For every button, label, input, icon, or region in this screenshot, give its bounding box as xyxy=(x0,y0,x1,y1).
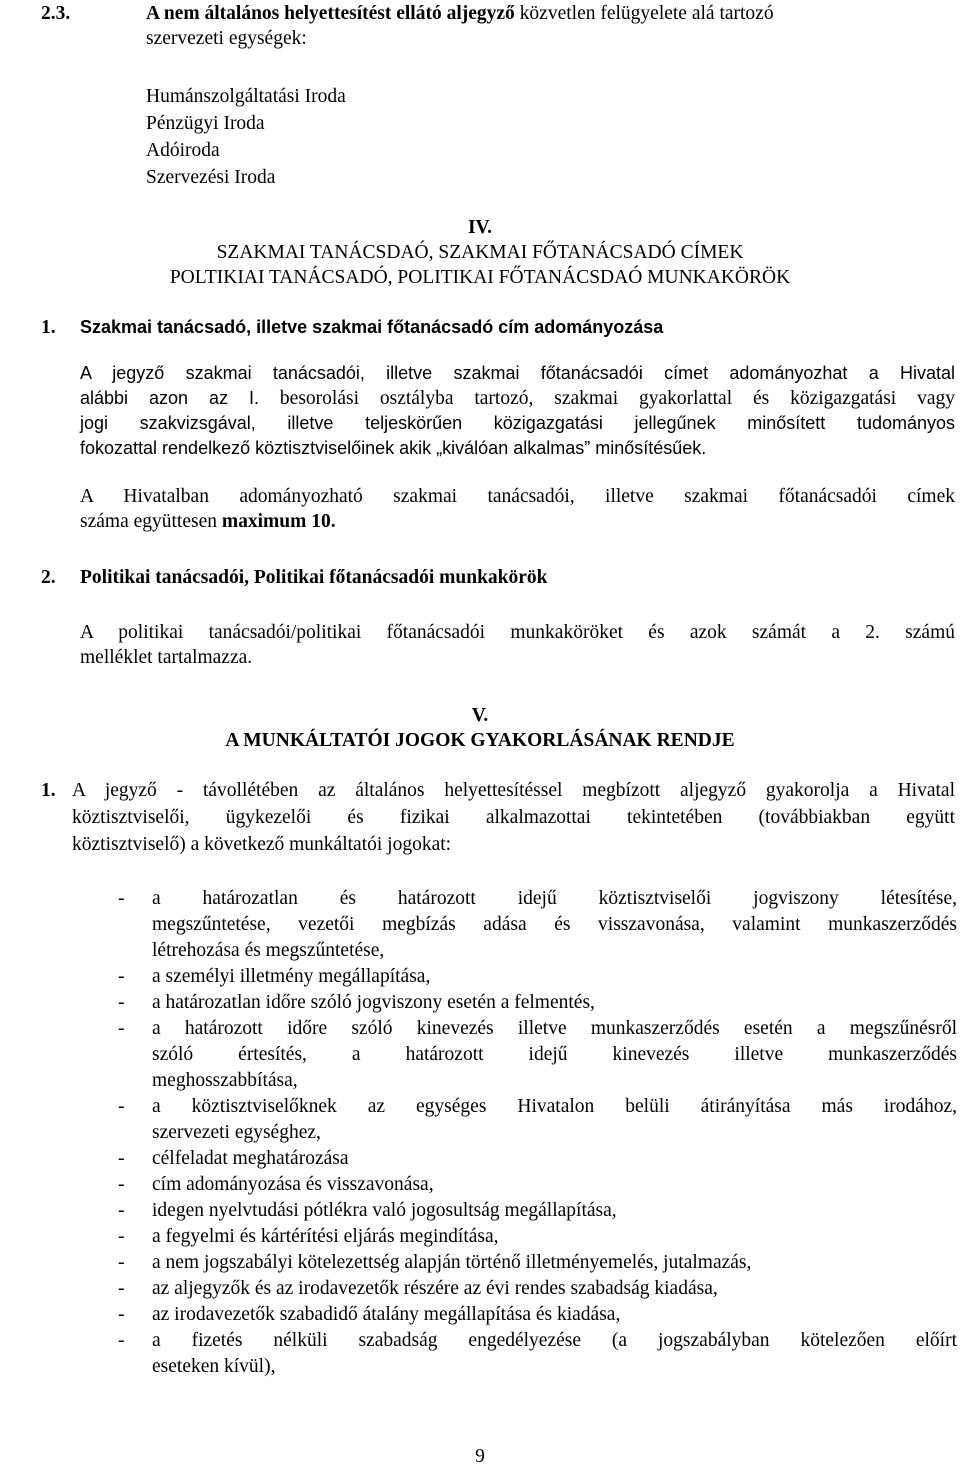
iv-sec1-para2-bold: maximum 10. xyxy=(221,511,336,532)
v-sec1-intro-line2: köztisztviselői, ügykezelői és fizikai alkalmazottai tekintetében (továbbiakban együtt xyxy=(72,807,955,828)
section-2-3-heading-bold: A nem általános helyettesítést ellátó aljegyző xyxy=(146,3,515,24)
list-bullet: - xyxy=(118,1096,125,1117)
iv-sec2-para-line2: melléklet tartalmazza. xyxy=(80,647,253,668)
list-item-line: eseteken kívül), xyxy=(152,1356,276,1377)
iv-sec1-para2-plain: száma együttesen xyxy=(80,511,222,532)
list-bullet: - xyxy=(118,1226,125,1247)
list-item-line: az aljegyzők és az irodavezetők részére az évi rendes szabadság kiadása, xyxy=(152,1278,718,1299)
list-item-line: a nem jogszabályi kötelezettség alapján történő illetményemelés, jutalmazás, xyxy=(152,1252,752,1273)
section-2-3-heading-rest: közvetlen felügyelete alá tartozó xyxy=(514,3,774,24)
list-item-line: szervezeti egységhez, xyxy=(152,1122,321,1143)
list-bullet: - xyxy=(118,1200,125,1221)
list-bullet: - xyxy=(118,888,125,909)
list-item-line: szóló értesítés, a határozott idejű kinevezés illetve munkaszerződés xyxy=(152,1044,957,1065)
iv-sec2-heading: Politikai tanácsadói, Politikai főtanácsadói munkakörök xyxy=(80,567,548,588)
iv-sec1-para2-line2 xyxy=(80,509,336,534)
list-item-line: a fegyelmi és kártérítési eljárás megindítása, xyxy=(152,1226,499,1247)
iv-sec1-para1-line1: A jegyző szakmai tanácsadói, illetve szakmai főtanácsadói címet adományozhat a Hivatal xyxy=(80,363,955,383)
list-item-line: a fizetés nélküli szabadság engedélyezése (a jogszabályban kötelezően előírt xyxy=(152,1330,957,1351)
list-item-line: célfeladat meghatározása xyxy=(152,1148,349,1169)
list-bullet: - xyxy=(118,966,125,987)
iv-sec2-para-line1: A politikai tanácsadói/politikai főtanácsadói munkaköröket és azok számát a 2. számú xyxy=(80,622,955,643)
list-item-line: idegen nyelvtudási pótlékra való jogosultság megállapítása, xyxy=(152,1200,617,1221)
chapter-v-title: A MUNKÁLTATÓI JOGOK GYAKORLÁSÁNAK RENDJE xyxy=(225,730,735,751)
list-bullet: - xyxy=(118,992,125,1013)
list-bullet: - xyxy=(118,1330,125,1351)
iv-sec2-number: 2. xyxy=(41,567,56,588)
list-bullet: - xyxy=(118,1278,125,1299)
list-item-line: a határozott időre szóló kinevezés illetve munkaszerződés esetén a megszűnésről xyxy=(152,1018,957,1039)
list-item-line: a határozatlan és határozott idejű köztisztviselői jogviszony létesítése, xyxy=(152,888,957,909)
chapter-iv-title-line1: SZAKMAI TANÁCSDAÓ, SZAKMAI FŐTANÁCSADÓ CÍMEK xyxy=(216,242,744,263)
list-item-line: az irodavezetők szabadidő átalány megállapítása és kiadása, xyxy=(152,1304,621,1325)
list-bullet: - xyxy=(118,1304,125,1325)
iv-sec1-heading: Szakmai tanácsadó, illetve szakmai főtanácsadó cím adományozása xyxy=(80,317,664,337)
section-2-3-heading xyxy=(146,1,956,26)
section-2-3-heading-line2: szervezeti egységek: xyxy=(146,28,307,49)
v-sec1-intro-line1: A jegyző - távollétében az általános helyettesítéssel megbízott aljegyző gyakorolja a Hivatal xyxy=(72,780,955,801)
iv-sec1-para1-line3: jogi szakvizsgával, illetve teljeskörűen közigazgatási jellegűnek minősített tudományos xyxy=(80,413,955,433)
list-item-line: a határozatlan időre szóló jogviszony esetén a felmentés, xyxy=(152,992,595,1013)
chapter-iv-numeral: IV. xyxy=(467,217,493,238)
iv-sec1-para1-line4: fokozattal rendelkező köztisztviselőinek akik „kiválóan alkalmas” minősítésűek. xyxy=(80,438,707,458)
chapter-iv-title-line2: POLTIKIAI TANÁCSADÓ, POLITIKAI FŐTANÁCSDAÓ MUNKAKÖRÖK xyxy=(169,267,791,288)
list-bullet: - xyxy=(118,1174,125,1195)
iv-sec1-para1-line2-sans: alábbi azon az I. xyxy=(80,388,260,408)
v-sec1-number: 1. xyxy=(41,780,56,801)
list-item-line: a köztisztviselőknek az egységes Hivatalon belüli átirányítása más irodához, xyxy=(152,1096,957,1117)
unit-item: Adóiroda xyxy=(146,140,220,161)
unit-item: Szervezési Iroda xyxy=(146,167,276,188)
iv-sec1-number: 1. xyxy=(41,317,56,338)
list-item-line: létrehozása és megszűntetése, xyxy=(152,940,385,961)
v-sec1-intro-line3: köztisztviselő) a következő munkáltatói jogokat: xyxy=(72,834,452,855)
section-2-3-number: 2.3. xyxy=(41,3,71,24)
unit-item: Pénzügyi Iroda xyxy=(146,113,265,134)
page-number: 9 xyxy=(475,1446,485,1467)
iv-sec1-para2-line1: A Hivatalban adományozható szakmai tanácsadói, illetve szakmai főtanácsadói címek xyxy=(80,486,955,507)
list-bullet: - xyxy=(118,1252,125,1273)
unit-item: Humánszolgáltatási Iroda xyxy=(146,86,346,107)
list-item-line: a személyi illetmény megállapítása, xyxy=(152,966,431,987)
iv-sec1-para1-line2 xyxy=(80,386,955,411)
list-item-line: meghosszabbítása, xyxy=(152,1070,298,1091)
iv-sec1-para1-line2-rest: besorolási osztályba tartozó, szakmai gyakorlattal és közigazgatási vagy xyxy=(259,388,955,409)
chapter-v-numeral: V. xyxy=(471,705,489,726)
list-bullet: - xyxy=(118,1148,125,1169)
list-bullet: - xyxy=(118,1018,125,1039)
list-item-line: megszűntetése, vezetői megbízás adása és visszavonása, valamint munkaszerződés xyxy=(152,914,957,935)
list-item-line: cím adományozása és visszavonása, xyxy=(152,1174,434,1195)
